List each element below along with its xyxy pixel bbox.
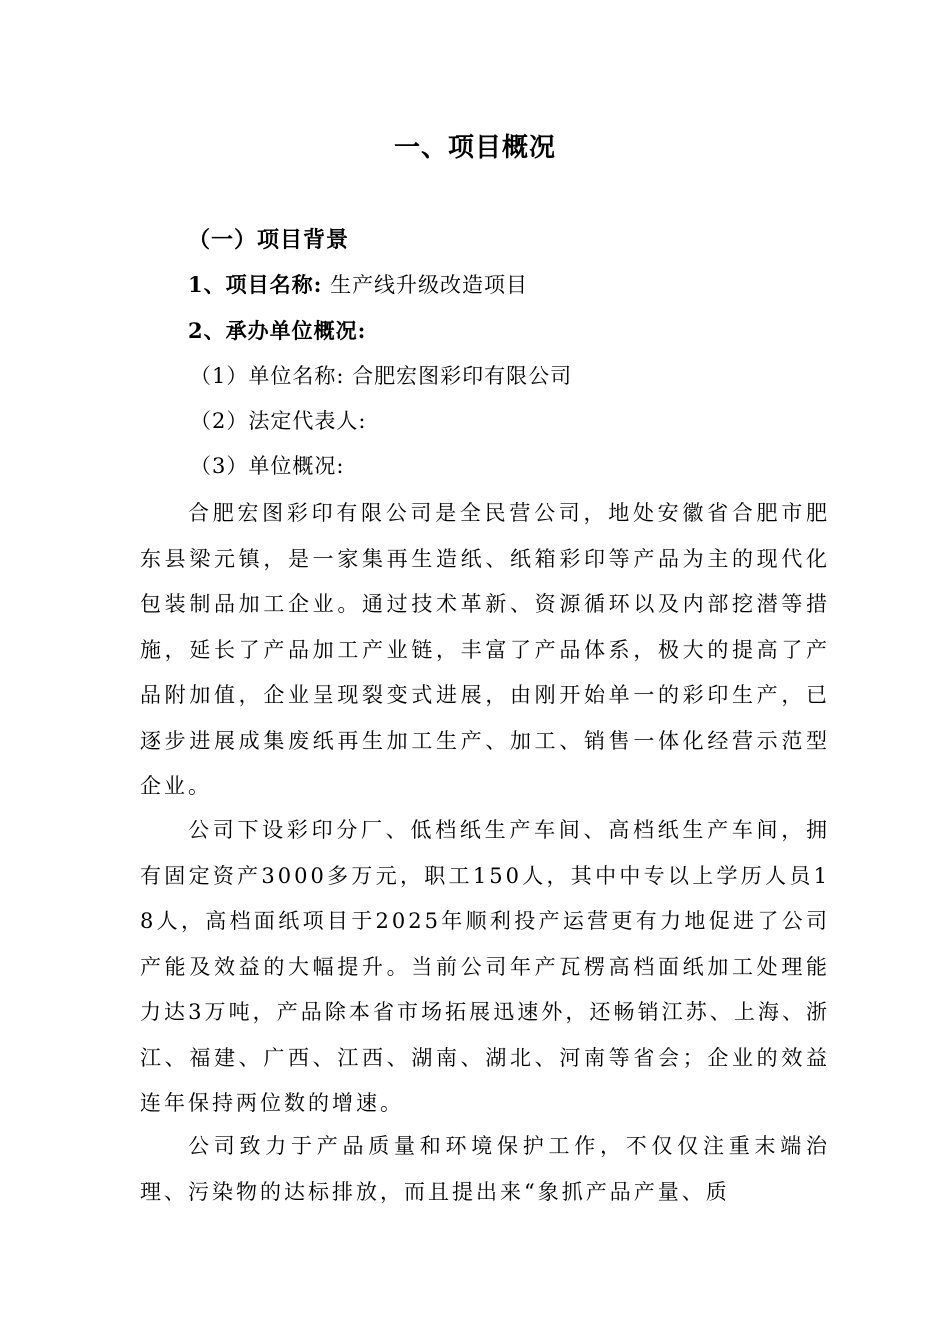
- unit-overview-item-label: （3）单位概况:: [190, 454, 345, 478]
- unit-overview-line: [190, 451, 344, 481]
- unit-overview-label: 2、承办单位概况:: [188, 318, 367, 343]
- unit-name-line: [190, 361, 572, 391]
- page-title: 一、项目概况: [393, 133, 556, 163]
- legal-representative-line: [190, 406, 366, 436]
- section-heading: （一）项目背景: [188, 228, 350, 253]
- project-name-value: 生产线升级改造项目: [330, 273, 529, 297]
- project-name-label: 1、项目名称:: [188, 272, 323, 297]
- body-paragraph-3: 公司致力于产品质量和环境保护工作，不仅仅注重末端治理、污染物的达标排放，而且提出来“象抓产品产量、质: [140, 1134, 830, 1204]
- body-paragraph-2: 公司下设彩印分厂、低档纸生产车间、高档纸生产车间，拥有固定资产3000多万元，职工150人，其中中专以上学历人员18人，高档面纸项目于2025年顺利投产运营更有力地促进了公司产能及效益的大幅提升。当前公司年产瓦楞高档面纸加工处理能力达3万吨，产品除本省市场拓展迅速外，还畅销江苏、上海、浙江、福建、广西、江西、湖南、湖北、河南等省会；企业的效益连年保持两位数的增速。: [140, 818, 830, 1115]
- unit-name-label: （1）单位名称:: [190, 364, 345, 388]
- unit-name-value: 合肥宏图彩印有限公司: [352, 364, 573, 388]
- legal-representative-label: （2）法定代表人:: [190, 409, 367, 433]
- body-paragraph-1: 合肥宏图彩印有限公司是全民营公司，地处安徽省合肥市肥东县梁元镇，是一家集再生造纸、纸箱彩印等产品为主的现代化包装制品加工企业。通过技术革新、资源循环以及内部挖潜等措施，延长了产品加工产业链，丰富了产品体系，极大的提高了产品附加值，企业呈现裂变式进展，由刚开始单一的彩印生产，已逐步进展成集废纸再生加工生产、加工、销售一体化经营示范型企业。: [140, 501, 830, 798]
- project-name-line: [188, 270, 528, 300]
